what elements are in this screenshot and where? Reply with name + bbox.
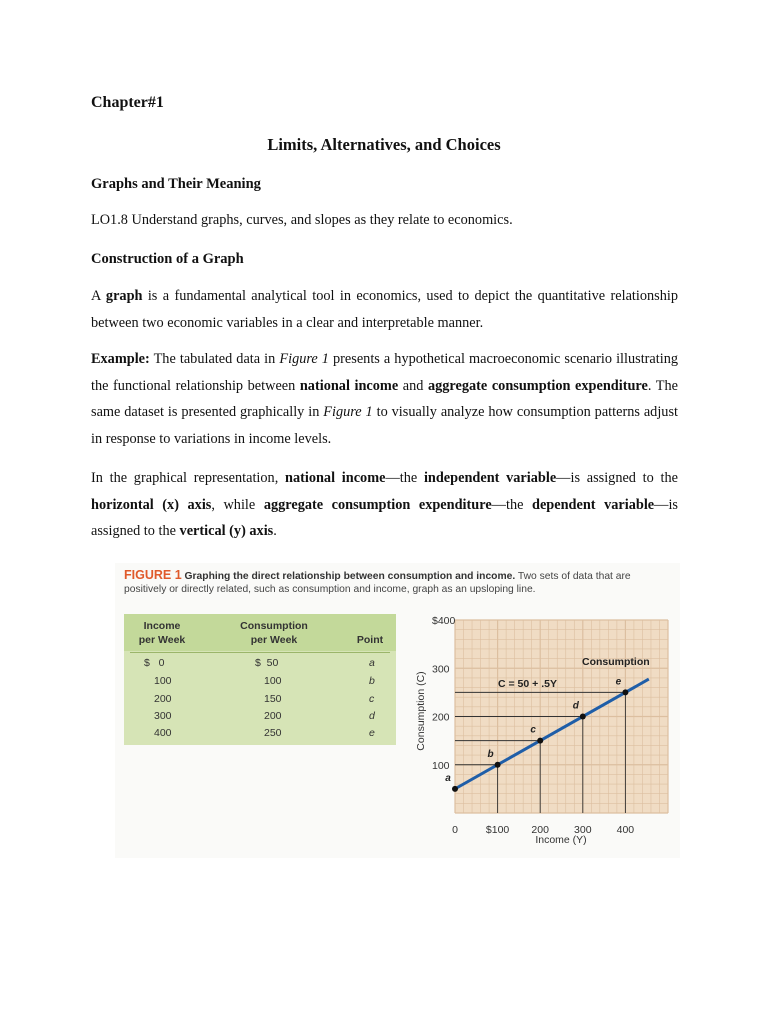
- chart-point-label: e: [615, 676, 622, 688]
- subsection-heading: Construction of a Graph: [91, 251, 244, 267]
- chart-point-label: a: [445, 772, 451, 784]
- figure-label: FIGURE 1: [124, 568, 182, 582]
- figure-caption: FIGURE 1 Graphing the direct relationship between consumption and income. Two sets of data that are positively or directly related, such as consumption and income, graph as an upsloping line.: [124, 568, 631, 595]
- cell-consumption: 250: [264, 727, 282, 739]
- chart-y-tick-label: 200: [432, 711, 450, 724]
- cell-point: a: [369, 657, 375, 669]
- chart-point-label: d: [572, 700, 579, 712]
- chart-series-name: Consumption: [582, 656, 650, 668]
- chart-point-label: b: [487, 748, 494, 760]
- chart-point-label: c: [530, 724, 536, 736]
- chart-y-axis-label: Consumption (C): [415, 671, 427, 751]
- paragraph-axes: In the graphical representation, national income—the independent variable—is assigned to the horizontal (x) axis, while aggregate consumption expenditure—the dependent variable—is assigned to the vertical (y) axis.: [91, 470, 678, 539]
- chart-x-tick-label: $100: [485, 824, 510, 836]
- chart-data-point: [622, 689, 628, 695]
- chapter-title: Limits, Alternatives, and Choices: [267, 135, 501, 154]
- chart-x-axis-label: Income (Y): [535, 834, 587, 846]
- figure-1: [115, 563, 680, 858]
- col-income-header: Income per Week: [138, 620, 186, 646]
- cell-income: 100: [154, 675, 172, 687]
- chart-x-tick-label: 300: [574, 824, 592, 836]
- data-table: [124, 614, 396, 745]
- paragraph-example: Example: The tabulated data in Figure 1 presents a hypothetical macroeconomic scenario illustrating the functional relationship between national income and aggregate consumption expenditure. The same dataset is presented graphically in Figure 1 to visually analyze how consumption patterns adjust in response to variations in income levels.: [91, 351, 679, 447]
- cell-consumption: 200: [264, 710, 282, 722]
- chart-data-point: [452, 786, 458, 792]
- learning-objective: LO1.8 Understand graphs, curves, and slopes as they relate to economics.: [91, 212, 513, 228]
- chart-y-tick-label: 100: [432, 759, 450, 772]
- col-consumption-header: Consumption per Week: [240, 620, 308, 646]
- col-point-header: Point: [356, 634, 384, 646]
- chart-y-tick-label: $400: [432, 615, 456, 627]
- chart-x-tick-label: 0: [452, 824, 458, 836]
- cell-point: c: [369, 693, 375, 705]
- cell-income: 400: [154, 727, 172, 739]
- cell-income: $ 0: [144, 657, 165, 669]
- chart-data-point: [537, 738, 543, 744]
- cell-point: d: [369, 710, 375, 722]
- chart-x-tick-label: 400: [616, 824, 635, 836]
- chart-data-point: [580, 714, 586, 720]
- cell-income: 200: [154, 693, 172, 705]
- cell-point: e: [369, 727, 375, 739]
- table-divider: [130, 652, 390, 653]
- chart-data-point: [495, 762, 501, 768]
- chart-y-tick-label: 300: [432, 663, 450, 676]
- paragraph-graph-definition: A graph is a fundamental analytical tool in economics, used to depict the quantitative relationship between two economic variables in a clear and interpretable manner.: [91, 288, 678, 331]
- chapter-label: Chapter#1: [91, 94, 164, 111]
- chart-equation-label: C = 50 + .5Y: [498, 678, 557, 690]
- chart-x-tick-label: 200: [531, 824, 549, 836]
- section-heading: Graphs and Their Meaning: [91, 176, 261, 192]
- consumption-chart: [410, 613, 678, 853]
- cell-point: b: [369, 675, 375, 687]
- cell-consumption: $ 50: [255, 657, 279, 669]
- cell-consumption: 150: [264, 693, 282, 705]
- cell-income: 300: [154, 710, 172, 722]
- cell-consumption: 100: [264, 675, 282, 687]
